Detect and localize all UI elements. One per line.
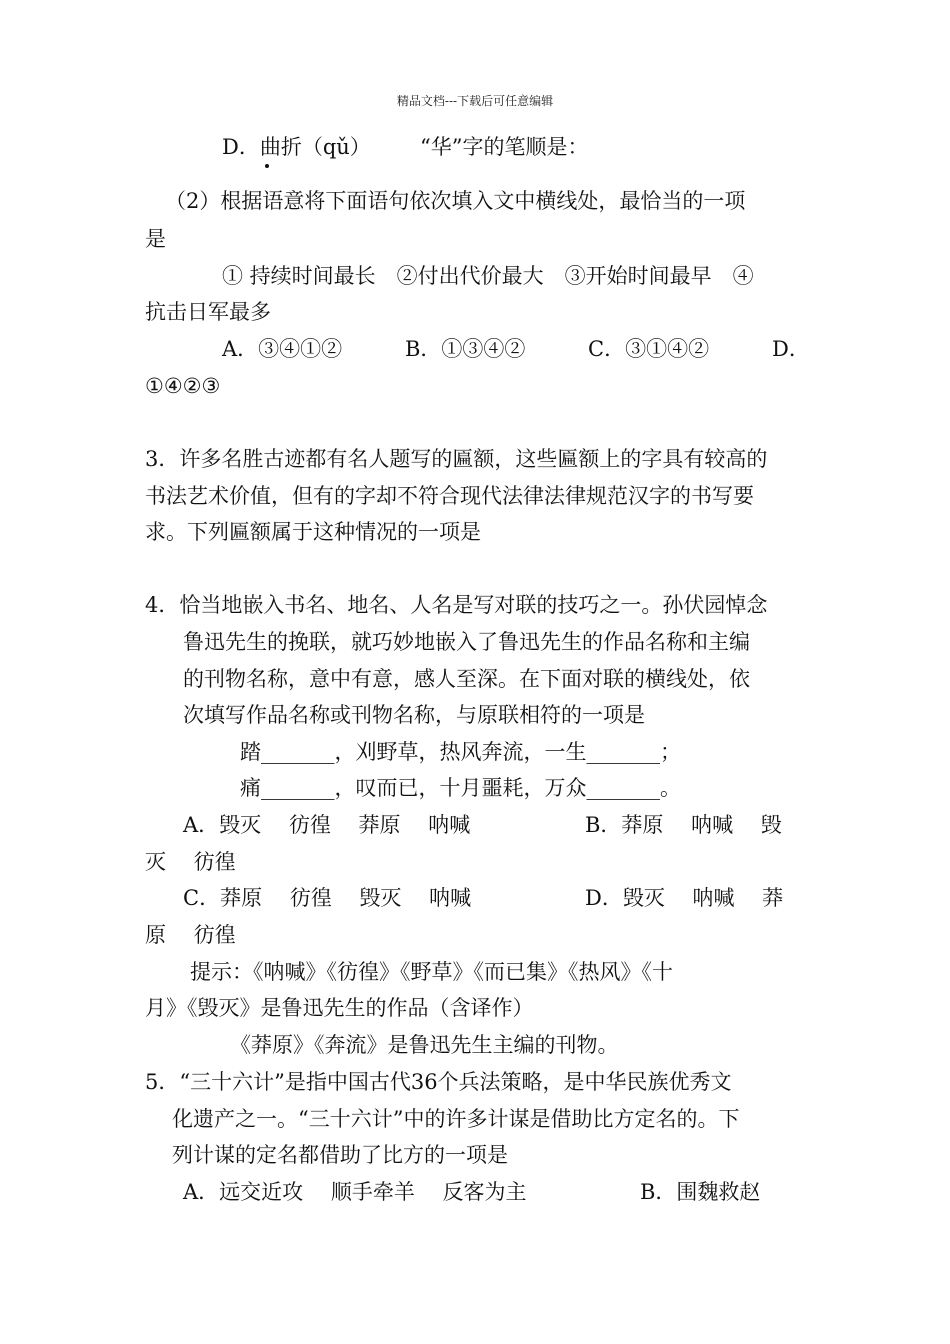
question-4-line-1: 4．恰当地嵌入书名、地名、人名是写对联的技巧之一。孙伏园悼念 (145, 593, 768, 617)
question-4-line-2: 鲁迅先生的挽联，就巧妙地嵌入了鲁迅先生的作品名称和主编 (183, 630, 750, 654)
question-4-option-d: D．毁灭 呐喊 莽 (585, 886, 784, 910)
couplet-line-1: 踏_______，刈野草，热风奔流，一生_______； (240, 740, 681, 764)
question-4-option-b: B．莽原 呐喊 毁 (585, 813, 782, 837)
hint-line-3: 《莽原》《奔流》是鲁迅先生主编的刊物。 (230, 1033, 619, 1057)
question-5-option-a: A．远交近攻 顺手牵羊 反客为主 (183, 1180, 527, 1204)
stroke-order-question: “华”字的笔顺是： (420, 135, 589, 159)
question-5-line-3: 列计谋的定名都借助了比方的一项是 (172, 1143, 508, 1167)
page-header: 精品文档---下载后可任意编辑 (396, 94, 554, 108)
option-d-text: D．曲折（qǔ） (222, 135, 371, 159)
question-2-option-c: C．③①④② (588, 337, 710, 361)
question-2-prompt-cont: 是 (145, 227, 166, 251)
question-2-option-a: A．③④①② (222, 337, 343, 361)
question-4-option-c: C．莽原 彷徨 毁灭 呐喊 (183, 886, 472, 910)
question-2-option-b: B．①③④② (405, 337, 526, 361)
question-4-line-4: 次填写作品名称或刊物名称，与原联相符的一项是 (183, 703, 645, 727)
question-5-line-1: 5．“三十六计”是指中国古代36个兵法策略，是中华民族优秀文 (145, 1070, 732, 1094)
question-2-option-d-cont: ①④②③ (145, 374, 221, 398)
emphasis-dot (265, 164, 269, 168)
question-4-option-d-cont: 原 彷徨 (145, 923, 236, 947)
couplet-line-2: 痛_______，叹而已，十月噩耗，万众_______。 (240, 776, 681, 800)
question-4-option-b-cont: 灭 彷徨 (145, 850, 236, 874)
question-4-option-a: A．毁灭 彷徨 莽原 呐喊 (183, 813, 471, 837)
hint-line-1: 提示：《呐喊》《彷徨》《野草》《而已集》《热风》《十 (190, 960, 673, 984)
question-2-option-d: D． (772, 337, 810, 361)
question-4-line-3: 的刊物名称，意中有意，感人至深。在下面对联的横线处，依 (183, 667, 750, 691)
question-3-line-1: 3．许多名胜古迹都有名人题写的匾额，这些匾额上的字具有较高的 (145, 447, 768, 471)
question-3-line-3: 求。下列匾额属于这种情况的一项是 (145, 520, 481, 544)
question-2-items-cont: 抗击日军最多 (145, 300, 271, 324)
hint-line-2: 月》《毁灭》是鲁迅先生的作品（含译作） (145, 996, 534, 1020)
question-5-line-2: 化遗产之一。“三十六计”中的许多计谋是借助比方定名的。下 (172, 1107, 740, 1131)
question-2-prompt: （2）根据语意将下面语句依次填入文中横线处，最恰当的一项 (165, 189, 746, 213)
question-5-option-b: B．围魏救赵 (640, 1180, 761, 1204)
question-3-line-2: 书法艺术价值，但有的字却不符合现代法律法律规范汉字的书写要 (145, 484, 754, 508)
question-2-items: ① 持续时间最长 ②付出代价最大 ③开始时间最早 ④ (222, 264, 754, 288)
